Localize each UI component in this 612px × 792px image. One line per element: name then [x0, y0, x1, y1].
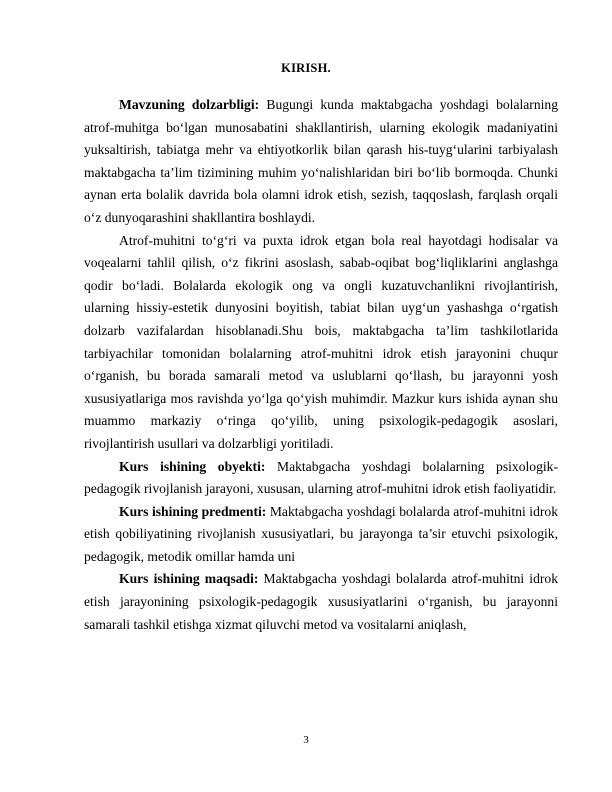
paragraph-subject: [84, 501, 558, 569]
paragraph-text: Atrof-muhitni to‘g‘ri va puxta idrok etgan bola real hayotdagi hodisalar va voqealarni tahlil qilish, o‘z fikrini asoslash, sabab-oqibat bog‘liqliklarini anglashga qodir bo‘ladi. Bolalarda ekologik ong va ongli kuzatuvchanlikni rivojlantirish, ularning hissiy-estetik dunyosini boyitish, tabiat bilan uyg‘un yashashga o‘rgatish dolzarb vazifalardan hisoblanadi.Shu bois, maktabgacha ta’lim tashkilotlarida tarbiyachilar tomonidan bolalarning atrof-muhitni idrok etish jarayonini chuqur o‘rganish, bu borada samarali metod va uslublarni qo‘llash, bu jarayonni yosh xususiyatlariga mos ravishda yo‘lga qo‘yish muhimdir. Mazkur kurs ishida aynan shu muammo markaziy o‘ringa qo‘yilib, uning psixologik-pedagogik asoslari, rivojlantirish usullari va dolzarbligi yoritiladi.: [84, 232, 558, 451]
document-body: [84, 94, 558, 636]
paragraph-text: Maktabgacha yoshdagi bolalarning psixologik-pedagogik rivojlanish jarayoni, xususan, ularning atrof-muhitni idrok etish faoliyatidir.: [84, 458, 558, 497]
paragraph-lead: Kurs ishining maqsadi:: [119, 571, 259, 587]
paragraph-lead: Mavzuning dolzarbligi:: [119, 97, 260, 112]
paragraph-text: Bugungi kunda maktabgacha yoshdagi bolalarning atrof-muhitga bo‘lgan munosabatini shakllantirish, ularning ekologik madaniyatini yuksaltirish, tabiatga mehr va ehtiyotkorlik bilan qarash his-tuyg‘ularini tarbiyalash maktabgacha ta’lim tizimining muhim yo‘nalishlaridan biri bo‘lib bormoqda. Chunki aynan erta bolalik davrida bola olamni idrok etish, sezish, taqqoslash, farqlash orqali o‘z dunyoqarashini shakllantira boshlaydi.: [84, 97, 558, 225]
page-number: 3: [303, 734, 309, 746]
paragraph-goal: [84, 568, 558, 636]
paragraph-text: Maktabgacha yoshdagi bolalarda atrof-muhitni idrok etish qobiliyatining rivojlanish xususiyatlari, bu jarayonga ta’sir etuvchi psixologik, pedagogik, metodik omillar hamda uni: [84, 503, 559, 564]
paragraph-object: [84, 456, 558, 501]
paragraph-text: Maktabgacha yoshdagi bolalarda atrof-muhitni idrok etish jarayonining psixologik-pedagogik xususiyatlarini o‘rganish, bu jarayonni samarali tashkil etishga xizmat qiluvchi metod va vositalarni aniqlash,: [84, 571, 558, 632]
paragraph-relevance: [84, 94, 558, 230]
paragraph-lead: Kurs ishining obyekti:: [119, 458, 266, 474]
paragraph-perception: [84, 230, 558, 456]
paragraph-lead: Kurs ishining predmenti:: [119, 503, 267, 519]
page-title: KIRISH.: [281, 61, 331, 75]
